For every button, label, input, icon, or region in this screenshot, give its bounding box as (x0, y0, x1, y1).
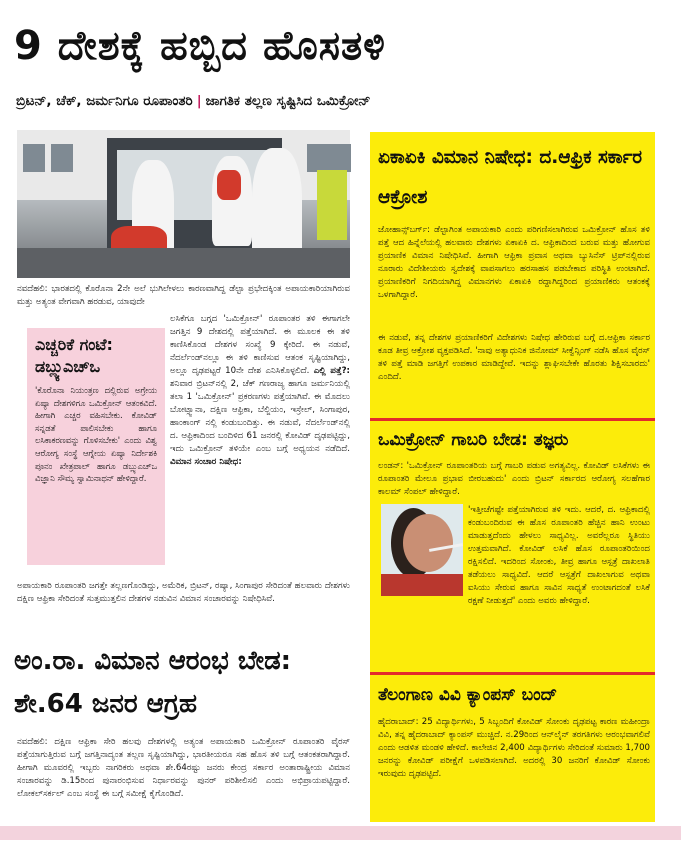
main-story-column-text: ಲಸಿಕೆಗೂ ಬಗ್ಗದ 'ಒಮಿಕ್ರೋನ್' ರೂಪಾಂತರ ತಳಿ ಈಗಾಗಲೇ ಜಗತ್ತಿನ 9 ದೇಶದಲ್ಲಿ ಪತ್ತೆಯಾಗಿದೆ. ಈ ಮೂಲಕ ಈ ತಳಿ ಕಾಣಿಸಿಕೊಂಡ ದೇಶಗಳ ಸಂಖ್ಯೆ 9 ಕ್ಕೇರಿದೆ. ಈ ನಡುವೆ, ನೆದರ್ಲೆಂಡ್‌ನಲ್ಲೂ ಈ ತಳಿ ಕಾಣಿಸುವ ಆತಂಕ ಸೃಷ್ಟಿಯಾಗಿದ್ದು, ಅಲ್ಲೂ ದೃಢಪಟ್ಟರೆ 10ನೇ ದೇಶ ಎನಿಸಿಕೊಳ್ಳಲಿದೆ. (170, 314, 350, 376)
sidebar-story3-p1: ಹೈದರಾಬಾದ್: 25 ವಿದ್ಯಾರ್ಥಿಗಳು, 5 ಸಿಬ್ಬಂದಿಗೆ ಕೋವಿಡ್ ಸೋಂಕು ದೃಢಪಟ್ಟ ಕಾರಣ ಮಹೀಂದ್ರಾ ವಿವಿ, ತನ್ನ ಹೈದರಾಬಾದ್ ಕ್ಯಾಂಪಸ್ ಮುಚ್ಚಿದೆ. ನ.29ರಿಂದ ಆನ್‌ಲೈನ್ ತರಗತಿಗಳು ಆರಂಭವಾಗಲಿವೆ ಎಂದು ಆಡಳಿತ ಮಂಡಳಿ ಹೇಳಿದೆ. ಕಾಲೇಜಿನ 2,400 ವಿದ್ಯಾರ್ಥಿಗಳು ಸೇರಿದಂತೆ ಸುಮಾರು 1,700 ಜನರನ್ನು ಕೋವಿಡ್ ಪರೀಕ್ಷೆಗೆ ಒಳಪಡಿಸಲಾಗಿದೆ. ಅದರಲ್ಲಿ 30 ಜನರಿಗೆ ಕೋವಿಡ್ ಸೋಂಕು ಇರುವುದು ದೃಢಪಟ್ಟಿದೆ. (378, 717, 650, 779)
warning-box-title: ಎಚ್ಚರಿಕೆ ಗಂಟೆ: ಡಬ್ಲ್ಯುಎಚ್‌ಒ (35, 335, 113, 376)
sidebar-story1-p1: ಜೋಹಾನ್ಸ್‌ಬರ್ಗ್: ಡೆಲ್ಟಾಗಿಂತ ಅಪಾಯಕಾರಿ ಎಂದು ಪರಿಗಣಿಸಲಾಗಿರುವ ಒಮಿಕ್ರೋನ್ ಹೊಸ ತಳಿ ಪತ್ತೆ ಆದ ಹಿನ್ನೆಲೆಯಲ್ಲಿ ಹಲವಾರು ದೇಶಗಳು ಏಕಾಏಕಿ ದ. ಆಫ್ರಿಕಾದಿಂದ ಬರುವ ಮತ್ತು ಹೋಗುವ ಪ್ರಯಾಣಿಕ ವಿಮಾನ ನಿಷೇಧಿಸಿವೆ. ಹೀಗಾಗಿ ಆಫ್ರಿಕಾ ಪ್ರವಾಸ ಅಥವಾ ಬ್ಯುಸಿನೆಸ್ ಟ್ರಿಪ್‌ನಲ್ಲಿರುವ ನೂರಾರು ವಿದೇಶೀಯರು ಸ್ವದೇಶಕ್ಕೆ ವಾಪಸಾಗಲು ಹರಸಾಹಸ ಪಡಬೇಕಾದ ಪರಿಸ್ಥಿತಿ ಉಂಟಾಗಿದೆ. ಪ್ರಯಾಣಿಕರಿಗೆ ನಿಗದಿಯಾಗಿದ್ದ ವಿಮಾನಗಳು ಏಕಾಏಕಿ ರದ್ದಾಗಿದ್ದರಿಂದ ಪ್ರಯಾಣಿಕರು ಆತಂಕಕ್ಕೆ ಒಳಗಾಗಿದ್ದಾರೆ. (378, 225, 650, 300)
sidebar-story1-p2: ಈ ನಡುವೆ, ತನ್ನ ದೇಶಗಳ ಪ್ರಯಾಣಿಕರಿಗೆ ವಿದೇಶಗಳು ನಿಷೇಧ ಹೇರಿರುವ ಬಗ್ಗೆ ದ.ಆಫ್ರಿಕಾ ಸರ್ಕಾರ ಕೂಡ ತೀವ್ರ ಆಕ್ರೋಶ ವ್ಯಕ್ತಪಡಿಸಿದೆ. 'ನಾವು ಅತ್ಯಾಧುನಿಕ ಜಿನೋಮ್ ಸೀಕ್ವೆನ್ಸಿಂಗ್ ನಡೆಸಿ ಹೊಸ ವೈರಸ್ ತಳಿ ಪತ್ತೆ ಮಾಡಿ ಜಗತ್ತಿಗೆ ಉಪಕಾರ ಮಾಡಿದ್ದೇವೆ. ಇದನ್ನು ಶ್ಲಾಘಿಸಬೇಕೇ ಹೊರತು ಶಿಕ್ಷಿಸಬಾರದು' ಎಂದಿದೆ. (378, 333, 650, 382)
sidebar-divider-2 (370, 672, 655, 675)
subhead-separator: | (196, 93, 202, 109)
sidebar-story2-p2: 'ಇತ್ತೀಚೆಗಷ್ಟೇ ಪತ್ತೆಯಾಗಿರುವ ತಳಿ ಇದು. ಆದರೆ, ದ. ಆಫ್ರಿಕಾದಲ್ಲಿ ಕಂಡುಬಂದಿರುವ ಈ ಹೊಸ ರೂಪಾಂತರಿ ಹೆಚ್ಚಿನ ಹಾನಿ ಉಂಟು ಮಾಡುತ್ತದೆಂದು ಹೇಳಲು ಸಾಧ್ಯವಿಲ್ಲ. ಅವರೆಲ್ಲರೂ ಸ್ಥಿತಿಯು ಉತ್ತಮವಾಗಿದೆ. ಕೋವಿಡ್ ಲಸಿಕೆ ಹೊಸ ರೂಪಾಂತರಿಯಿಂದ ರಕ್ಷಿಸಲಿದೆ. ಇದರಿಂದ ಸೋಂಕು, ತೀವ್ರ ಹಾಗೂ ಆಸ್ಪತ್ರೆ ದಾಖಲಾತಿ ತಡೆಯಲು ಸಾಧ್ಯವಿದೆ. ಆದರೆ ಆಸ್ಪತ್ರೆಗೆ ದಾಖಲಾಗುವ ಅಥವಾ ಐಸಿಯು ಸೇರುವ ಹಾಗೂ ಸಾವಿನ ಸಾಧ್ಯತೆ ಉಂಟಾಗದಂತೆ ಲಸಿಕೆ ರಕ್ಷಣೆ ನೀಡುತ್ತದೆ' ಎಂದು ಅವರು ಹೇಳಿದ್ದಾರೆ. (468, 505, 650, 606)
warning-box (27, 328, 165, 565)
subheadline (16, 88, 666, 114)
flight-ban-label: ವಿಮಾನ ಸಂಚಾರ ನಿಷೇಧ: (170, 457, 242, 467)
subhead-right: ಜಾಗತಿಕ ತಲ್ಲಣ ಸೃಷ್ಟಿಸಿದ ಒಮಿಕ್ರೋನ್ (205, 93, 371, 109)
bottom-strip (0, 826, 681, 840)
main-news-photo (17, 130, 350, 278)
sidebar-photo (381, 504, 463, 596)
main-story-intro: ನವದೆಹಲಿ: ಭಾರತದಲ್ಲಿ ಕೊರೊನಾ 2ನೇ ಅಲೆ ಭುಗಿಲೇಳಲು ಕಾರಣವಾಗಿದ್ದ ಡೆಲ್ಟಾ ಪ್ರಭೇದಕ್ಕಿಂತ ಅಪಾಯಕಾರಿಯಾಗಿರುವ ಮತ್ತು ಅತ್ಯಂತ ವೇಗವಾಗಿ ಹರಡುವ, ಯಾವುದೇ (17, 284, 350, 307)
second-story-headline: ಅಂ.ರಾ. ವಿಮಾನ ಆರಂಭ ಬೇಡ: ಶೇ.64 ಜನರ ಆಗ್ರಹ (14, 646, 292, 719)
where-found-text: ಶನಿವಾರ ಬ್ರಿಟನ್‌ನಲ್ಲಿ 2, ಚೆಕ್ ಗಣರಾಜ್ಯ ಹಾಗೂ ಜರ್ಮನಿಯಲ್ಲಿ ತಲಾ 1 'ಒಮಿಕ್ರೋನ್' ಪ್ರಕರಣಗಳು ಪತ್ತೆಯಾಗಿವೆ. ಈ ಮೊದಲು ಬೋಟ್ಸ್ವಾನಾ, ದಕ್ಷಿಣ ಆಫ್ರಿಕಾ, ಬೆಲ್ಜಿಯಂ, ಇಸ್ರೇಲ್, ಸಿಂಗಾಪುರ, ಹಾಂಕಾಂಗ್ ನಲ್ಲಿ ಕಂಡುಬಂದಿತ್ತು. ಈ ನಡುವೆ, ನೆದರ್ಲೆಂಡ್‌ನಲ್ಲಿ ದ. ಆಫ್ರಿಕಾದಿಂದ ಬಂದಿಳಿದ 61 ಜನರಲ್ಲಿ ಕೋವಿಡ್ ದೃಢಪಟ್ಟಿದ್ದು, ಇದು ಒಮಿಕ್ರೋನ್ ತಳಿಯೇ ಎಂಬ ಬಗ್ಗೆ ಅಧ್ಯಯನ ನಡೆದಿದೆ. (170, 379, 350, 454)
sidebar-story2-p1: ಲಂಡನ್: 'ಒಮಿಕ್ರೋನ್ ರೂಪಾಂತರಿಯ ಬಗ್ಗೆ ಗಾಬರಿ ಪಡುವ ಅಗತ್ಯವಿಲ್ಲ. ಕೋವಿಡ್ ಲಸಿಕೆಗಳು ಈ ರೂಪಾಂತರಿ ಮೇಲೂ ಪ್ರಭಾವ ಬೀರಬಹುದು' ಎಂದು ಬ್ರಿಟನ್ ಸರ್ಕಾರದ ಆರೋಗ್ಯ ಸಲಹೆಗಾರ ಕಾಲಮ್ ಸೆಂಪಲ್ ಹೇಳಿದ್ದಾರೆ. (378, 461, 650, 497)
flight-ban-text: ಅಪಾಯಕಾರಿ ರೂಪಾಂತರಿ ಜಗತ್ತೇ ತಲ್ಲಣಗೊಂಡಿದ್ದು, ಅಮೆರಿಕ, ಬ್ರಿಟನ್, ರಷ್ಯಾ, ಸಿಂಗಾಪುರ ಸೇರಿದಂತೆ ಹಲವಾರು ದೇಶಗಳು ದಕ್ಷಿಣ ಆಫ್ರಿಕಾ ಸೇರಿದಂತೆ ಸುತ್ತಮುತ್ತಲಿನ ದೇಶಗಳ ನಡುವಿನ ವಿಮಾನ ಸಂಚಾರವನ್ನು ನಿಷೇಧಿಸಿವೆ. (17, 581, 350, 604)
sidebar-story3-headline: ತೆಲಂಗಾಣ ವಿವಿ ಕ್ಯಾಂಪಸ್ ಬಂದ್ (378, 685, 558, 705)
second-story-body: ನವದೆಹಲಿ: ದಕ್ಷಿಣ ಆಫ್ರಿಕಾ ಸೇರಿ ಹಲವು ದೇಶಗಳಲ್ಲಿ ಅತ್ಯಂತ ಅಪಾಯಕಾರಿ ಒಮಿಕ್ರೋನ್ ರೂಪಾಂತರಿ ವೈರಸ್ ಪತ್ತೆಯಾಗುತ್ತಿರುವ ಬಗ್ಗೆ ಜಗತ್ತಿನಾದ್ಯಂತ ತಲ್ಲಣ ಸೃಷ್ಟಿಯಾಗಿದ್ದು, ಭಾರತೀಯರೂ ಸಹ ಹೊಸ ತಳಿ ಬಗ್ಗೆ ಆತಂಕತರಾಗಿದ್ದಾರೆ. ಹೀಗಾಗಿ ಮೂವರಲ್ಲಿ ಇಬ್ಬರು ನಾಗರಿಕರು ಅಥವಾ ಶೇ.64ರಷ್ಟು ಜನರು ಕೇಂದ್ರ ಸರ್ಕಾರ ಅಂತಾರಾಷ್ಟ್ರೀಯ ವಿಮಾನ ಸಂಚಾರವನ್ನು ಡಿ.15ರಿಂದ ಪುನಾರಂಭಿಸುವ ನಿರ್ಧಾರವನ್ನು ಪುನರ್ ಪರಿಶೀಲಿಸಲಿ ಎಂದು ಅಭಿಪ್ರಾಯಪಟ್ಟಿದ್ದಾರೆ. ಲೋಕಲ್‌ಸರ್ಕಲ್ ಎಂಬ ಸಂಸ್ಥೆ ಈ ಬಗ್ಗೆ ಸಮೀಕ್ಷೆ ಕೈಗೊಂಡಿದೆ. (17, 737, 350, 799)
sidebar-story1-headline: ಏಕಾಏಕಿ ವಿಮಾನ ನಿಷೇಧ: ದ.ಆಫ್ರಿಕ ಸರ್ಕಾರ ಆಕ್ರೋಶ (378, 147, 643, 208)
subhead-left: ಬ್ರಿಟನ್, ಚೆಕ್, ಜರ್ಮನಿಗೂ ರೂಪಾಂತರಿ (16, 93, 193, 109)
main-story-column (170, 313, 350, 575)
sidebar-divider-1 (370, 418, 655, 421)
warning-box-body: 'ಕೊರೊನಾ ನಿಯಂತ್ರಣ ದಲ್ಲಿರುವ ಅಗ್ರೇಯ ಏಷ್ಯಾ ದೇಶಗಳಿಗೂ ಒಮಿಕ್ರೋನ್ ಆತಂಕವಿದೆ. ಹೀಗಾಗಿ ಎಚ್ಚರ ವಹಿಸಬೇಕು. ಕೋವಿಡ್ ಸನ್ನಡತೆ ಪಾಲಿಸಬೇಕು ಹಾಗೂ ಲಸಿಕಾಕರಣವನ್ನು ಗೊಳಿಸಬೇಕು' ಎಂದು ವಿಶ್ವ ಆರೋಗ್ಯ ಸಂಸ್ಥೆ ಆಗ್ನೇಯ ಏಷ್ಯಾ ನಿರ್ದೇಶಕಿ ಪೂನಂ ಖೇತ್ರಪಾಲ್ ಹಾಗೂ ಡಬ್ಲ್ಯುಎಚ್‌ಒ ವಿಜ್ಞಾನಿ ಸೌಮ್ಯ ಸ್ವಾಮಿನಾಥನ್ ಹೇಳಿದ್ದಾರೆ. (35, 385, 157, 484)
where-found-label: ಎಲ್ಲಿ ಪತ್ತೆ?: (313, 366, 350, 376)
sidebar-story2-headline: ಒಮಿಕ್ರೋನ್ ಗಾಬರಿ ಬೇಡ: ತಜ್ಞರು (378, 430, 569, 450)
page-headline: 9 ದೇಶಕ್ಕೆ ಹಬ್ಬಿದ ಹೊಸತಳಿ (14, 23, 386, 69)
